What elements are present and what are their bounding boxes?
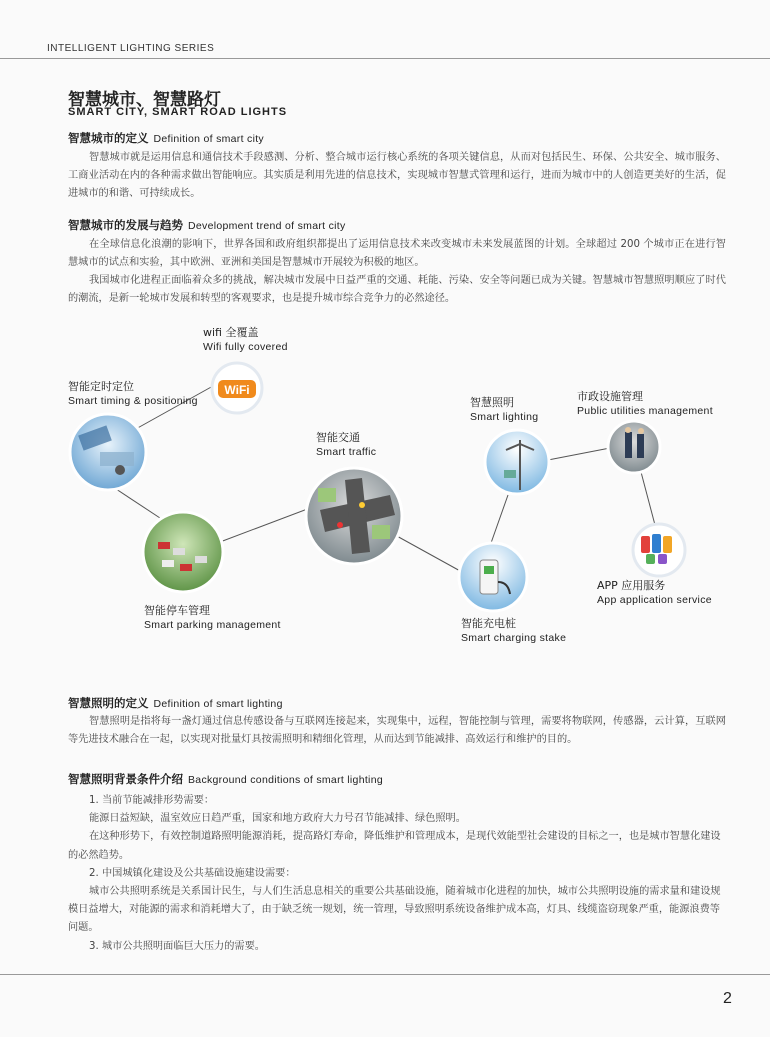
heading-zh: 智慧城市的发展与趋势 (68, 218, 183, 232)
label-zh: 智慧照明 (470, 396, 514, 409)
page-subtitle: SMART CITY, SMART ROAD LIGHTS (68, 106, 288, 118)
label-charging (461, 617, 566, 645)
label-utilities (577, 390, 713, 418)
label-zh: wifi 全覆盖 (203, 326, 259, 339)
label-en: Smart lighting (470, 411, 539, 423)
heading-zh: 智慧照明背景条件介绍 (68, 772, 183, 786)
heading-en: Background conditions of smart lighting (188, 774, 383, 786)
list-item: 能源日益短缺，温室效应日趋严重，国家和地方政府大力号召节能减排、绿色照明。 (89, 813, 466, 825)
wifi-badge: WiFi (224, 383, 250, 397)
label-en: Public utilities management (577, 405, 713, 417)
heading-en: Definition of smart city (153, 133, 264, 145)
label-en: Smart charging stake (461, 632, 567, 644)
paragraph: 智慧照明是指将每一盏灯通过信息传感设备与互联网连接起来，实现集中，远程，智能控制与管理，需要将物联网，传感器，云计算，互联网等先进技术融合在一起，以实现对批量灯具按需照明和精细化管理，从而达到节能减排、高效运行和维护的目的。 (68, 716, 726, 746)
footer-rule (0, 974, 770, 975)
label-en: Wifi fully covered (203, 341, 288, 353)
list-item: 3. 城市公共照明面临巨大压力的需要。 (89, 940, 265, 952)
background-list (68, 792, 726, 956)
page-title: 智慧城市、智慧路灯 (68, 90, 221, 110)
list-item: 2. 中国城镇化建设及公共基础设施建设需要： (89, 867, 296, 879)
heading-en: Development trend of smart city (188, 220, 346, 232)
lighting-node-image (485, 430, 549, 494)
heading-zh: 智慧城市的定义 (68, 131, 149, 145)
list-item: 城市公共照明系统是关系国计民生，与人们生活息息相关的重要公共基础设施，随着城市化进程的加快，城市公共照明设施的需求量和建设规模日益增大，对能源的需求和消耗增大了，由于缺乏统一规划，统一管理，导致照明系统设备维护成本高，灯具、线缆盗窃现象严重，能源浪费等问题。 (68, 886, 721, 934)
parking-node-image (143, 512, 223, 592)
page-number: 2 (723, 990, 732, 1007)
app-node-image (633, 524, 685, 576)
label-zh: 智能交通 (316, 431, 360, 444)
label-zh: APP 应用服务 (597, 579, 666, 592)
label-parking (144, 604, 281, 632)
traffic-node-image (306, 468, 402, 564)
label-en: Smart parking management (144, 619, 281, 631)
list-item: 在这种形势下，有效控制道路照明能源消耗，提高路灯寿命，降低维护和管理成本，是现代效能型社会建设的目标之一，也是城市智慧化建设的必然趋势。 (68, 831, 721, 861)
series-header: INTELLIGENT LIGHTING SERIES (47, 43, 215, 54)
section-heading-background (68, 771, 383, 787)
label-zh: 市政设施管理 (577, 390, 643, 403)
label-en: Smart timing & positioning (68, 395, 198, 407)
header-rule (0, 58, 770, 59)
paragraph: 我国城市化进程正面临着众多的挑战，解决城市发展中日益严重的交通、耗能、污染、安全等问题已成为关键。智慧城市智慧照明顺应了时代的潮流，是新一轮城市发展和转型的客观要求，也是提升城市综合竞争力的必然途径。 (68, 275, 726, 305)
heading-en: Definition of smart lighting (153, 698, 283, 710)
paragraph: 智慧城市就是运用信息和通信技术手段感测、分析、整合城市运行核心系统的各项关键信息，从而对包括民生、环保、公共安全、城市服务、工商业活动在内的各种需求做出智能响应。其实质是利用先进的信息技术，实现城市智慧式管理和运行，进而为城市中的人创造更美好的生活，促进城市的和谐、可持续成长。 (68, 152, 726, 200)
label-en: Smart traffic (316, 446, 377, 458)
label-zh: 智能定时定位 (68, 380, 134, 393)
section-heading-development-trend (68, 217, 346, 233)
label-en: App application service (597, 594, 712, 606)
smart-city-diagram (0, 320, 770, 650)
label-zh: 智能充电桩 (461, 617, 516, 630)
label-traffic (316, 431, 376, 459)
timing-node-image (70, 414, 146, 490)
wifi-node-image (212, 363, 262, 413)
label-app (597, 579, 712, 607)
heading-zh: 智慧照明的定义 (68, 696, 149, 710)
label-zh: 智能停车管理 (144, 604, 210, 617)
section-heading-definition-city (68, 130, 264, 146)
charging-node-image (459, 543, 527, 611)
list-item: 1. 当前节能减排形势需要： (89, 795, 215, 806)
label-wifi (203, 326, 288, 354)
utilities-node-image (608, 421, 660, 473)
label-timing (68, 380, 198, 408)
section-heading-definition-lighting (68, 695, 283, 711)
label-lighting (470, 396, 538, 424)
paragraph: 在全球信息化浪潮的影响下，世界各国和政府组织都提出了运用信息技术来改变城市未来发展蓝图的计划。全球超过 200 个城市正在进行智慧城市的试点和实验，其中欧洲、亚洲和美国是智慧城市开展较为积极的地区。 (68, 239, 726, 269)
